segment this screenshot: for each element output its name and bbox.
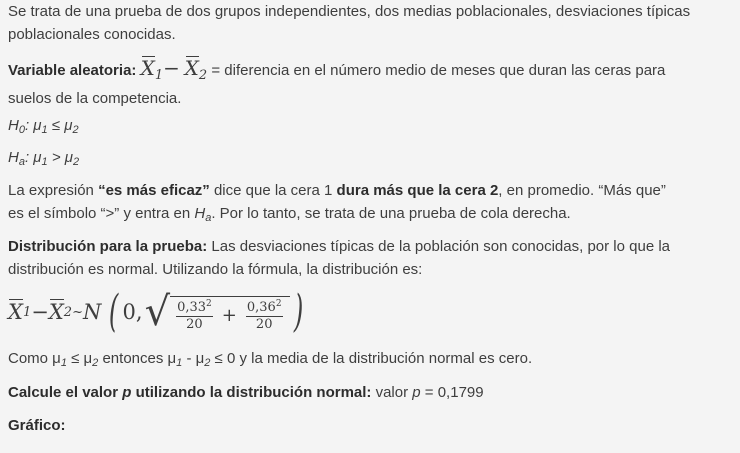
ha-sub1: 1 — [41, 156, 48, 168]
pvalue-p-bold: p — [122, 384, 132, 401]
formula-n: N — [82, 300, 102, 324]
distribution-formula — [8, 282, 307, 342]
mean-sub-1: 1 — [60, 357, 67, 369]
mean-sub-2: 2 — [92, 357, 99, 369]
xbar-2: X — [184, 56, 199, 80]
xbar-sub-2: 2 — [198, 68, 208, 83]
mean-text-3: entonces μ — [98, 350, 177, 367]
pvalue-label-2: utilizando la distribución normal: — [131, 384, 372, 401]
random-variable-colon: : — [131, 62, 137, 79]
h0-h: H — [8, 117, 19, 134]
mean-text-2: ≤ μ — [66, 350, 93, 367]
expression-text-5: . Por lo tanto, se trata de una prueba de cola derecha. — [211, 205, 571, 222]
h0-sub1: 1 — [41, 124, 48, 136]
h0-sub2: 2 — [72, 124, 79, 136]
expression-bold-1: “es más eficaz” — [98, 182, 210, 199]
fraction-2-denominator: 20 — [255, 316, 273, 332]
num2-value: 0,36 — [246, 299, 276, 315]
expression-paragraph — [8, 179, 730, 225]
formula-tilde: ~ — [72, 304, 83, 320]
random-variable-text-2: suelos de la competencia. — [8, 90, 182, 107]
pvalue-text-1: valor — [371, 384, 413, 401]
h0-sub: 0 — [18, 124, 25, 136]
graph-label: Gráfico: — [8, 417, 66, 434]
mean-paragraph — [8, 347, 730, 370]
expression-h: H — [194, 205, 206, 222]
intro-paragraph — [8, 0, 730, 46]
pvalue-p: p — [412, 384, 421, 401]
num1-value: 0,33 — [177, 299, 207, 315]
mean-text-4: - μ — [182, 350, 205, 367]
num1-exponent: 2 — [206, 298, 212, 309]
expression-text-4: es el símbolo “>” y entra en — [8, 205, 195, 222]
formula-xbar-1: X — [8, 300, 23, 324]
expression-text-3: , en promedio. “Más que” — [498, 182, 666, 199]
formula-open-paren: ( — [109, 286, 119, 337]
ha-h: H — [8, 149, 19, 166]
pvalue-paragraph — [8, 381, 730, 404]
sqrt-sign: √ — [144, 289, 171, 335]
fraction-1-denominator: 20 — [186, 316, 203, 332]
expression-h-sub: a — [205, 212, 212, 224]
ha-sub2: 2 — [72, 156, 80, 168]
formula-close-paren: ) — [293, 286, 303, 337]
ha-sub: a — [18, 156, 25, 168]
minus-sign: − — [163, 56, 180, 80]
alternative-hypothesis — [8, 146, 730, 169]
radicand — [170, 296, 289, 332]
expression-bold-2: dura más que la cera 2 — [336, 182, 499, 199]
intro-text: Se trata de una prueba de dos grupos independientes, dos medias poblacionales, desviaciones típicas poblacionales conocidas. — [8, 3, 691, 43]
xbar-1: X — [140, 56, 155, 80]
num2-exponent: 2 — [275, 298, 282, 309]
formula-sub-1: 1 — [22, 304, 32, 320]
formula-minus: − — [31, 300, 49, 324]
random-variable-symbol — [140, 56, 208, 83]
distribution-text-2: distribución es normal. Utilizando la fórmula, la distribución es: — [8, 261, 423, 278]
h0-mu1: : μ — [24, 117, 42, 134]
random-variable-label: Variable aleatoria — [8, 62, 132, 79]
xbar-sub-1: 1 — [154, 68, 164, 83]
pvalue-value: = 0,1799 — [420, 384, 484, 401]
expression-text-1: La expresión — [8, 182, 99, 199]
distribution-text-1: Las desviaciones típicas de la población son conocidas, por lo que la — [207, 238, 671, 255]
distribution-paragraph — [8, 235, 730, 281]
fraction-1 — [176, 300, 213, 332]
null-hypothesis — [8, 114, 730, 137]
graph-paragraph — [8, 414, 730, 437]
random-variable-text-1: = diferencia en el número medio de meses que duran las ceras para — [207, 62, 666, 79]
mean-text-5: ≤ 0 y la media de la distribución normal es cero. — [210, 350, 533, 367]
mean-sub-3: 1 — [176, 357, 183, 369]
distribution-label: Distribución para la prueba: — [8, 238, 208, 255]
expression-text-2: dice que la cera 1 — [209, 182, 337, 199]
fraction-2 — [246, 300, 283, 332]
formula-zero: 0, — [122, 300, 143, 324]
formula-xbar-2: X — [48, 300, 64, 324]
ha-mu2: > μ — [47, 149, 73, 166]
pvalue-label-1: Calcule el valor — [8, 384, 123, 401]
mean-sub-4: 2 — [204, 357, 211, 369]
h0-mu2: ≤ μ — [47, 117, 73, 134]
formula-sub-2: 2 — [63, 304, 73, 320]
ha-mu1: : μ — [24, 149, 42, 166]
mean-text-1: Como μ — [8, 350, 61, 367]
fraction-2-numerator — [246, 300, 283, 317]
fraction-1-numerator — [176, 300, 213, 317]
square-root — [144, 289, 290, 335]
formula-plus: + — [221, 305, 237, 326]
random-variable-paragraph — [8, 57, 730, 110]
